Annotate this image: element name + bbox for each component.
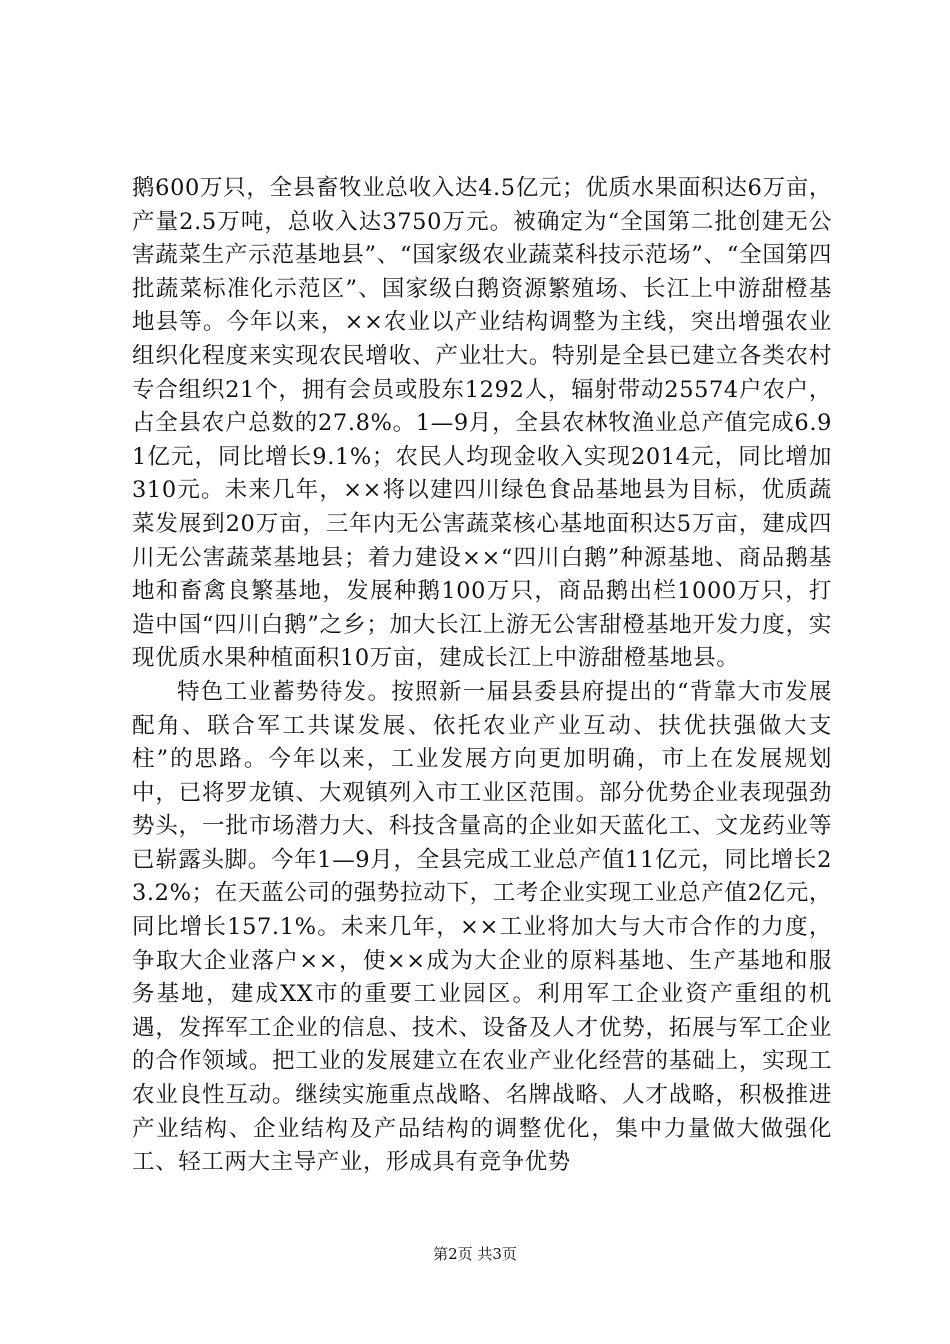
paragraph-industry: 特色工业蓄势待发。按照新一届县委县府提出的“背靠大市发展配角、联合军工共谋发展、依托农业产业互动、扶优扶强做大支柱”的思路。今年以来，工业发展方向更加明确，市上在发展规划中，已将罗龙镇、大观镇列入市工业区范围。部分优势企业表现强劲势头，一批市场潜力大、科技含量高的企业如天蓝化工、文龙药业等已崭露头脚。今年1—9月，全县完成工业总产值11亿元，同比增长23.2%；在天蓝公司的强势拉动下，工考企业实现工业总产值2亿元，同比增长157.1%。未来几年，××工业将加大与大市合作的力度，争取大企业落户××，使××成为大企业的原料基地、生产基地和服务基地，建成XX市的重要工业园区。利用军工企业资产重组的机遇，发挥军工企业的信息、技术、设备及人才优势，拓展与军工企业的合作领域。把工业的发展建立在农业产业化经营的基础上，实现工农业良性互动。继续实施重点战略、名牌战略、人才战略，积极推进产业结构、企业结构及产品结构的调整优化，集中力量做大做强化工、轻工两大主导产业，形成具有竞争优势 [132,678,832,1176]
paragraph-agriculture-continued: 鹅600万只，全县畜牧业总收入达4.5亿元；优质水果面积达6万亩，产量2.5万吨，总收入达3750万元。被确定为“全国第二批创建无公害蔬菜生产示范基地县”、“国家级农业蔬菜科技示范场”、“全国第四批蔬菜标准化示范区”、国家级白鹅资源繁殖场、长江上中游甜橙基地县等。今年以来，××农业以产业结构调整为主线，突出增强农业组织化程度来实现农民增收、产业壮大。特别是全县已建立各类农村专合组织21个，拥有会员或股东1292人，辐射带动25574户农户，占全县农户总数的27.8%。1—9月，全县农林牧渔业总产值完成6.91亿元，同比增长9.1%；农民人均现金收入实现2014元，同比增加310元。未来几年，××将以建四川绿色食品基地县为目标，优质蔬菜发展到20万亩，三年内无公害蔬菜核心基地面积达5万亩，建成四川无公害蔬菜基地县；着力建设××“四川白鹅”种源基地、商品鹅基地和畜禽良繁基地，发展种鹅100万只，商品鹅出栏1000万只，打造中国“四川白鹅”之乡；加大长江上游无公害甜橙基地开发力度，实现优质水果种植面积10万亩，建成长江上中游甜橙基地县。 [132,175,832,672]
page-number-footer: 第2页 共3页 [433,1245,517,1263]
document-body [132,172,832,1180]
